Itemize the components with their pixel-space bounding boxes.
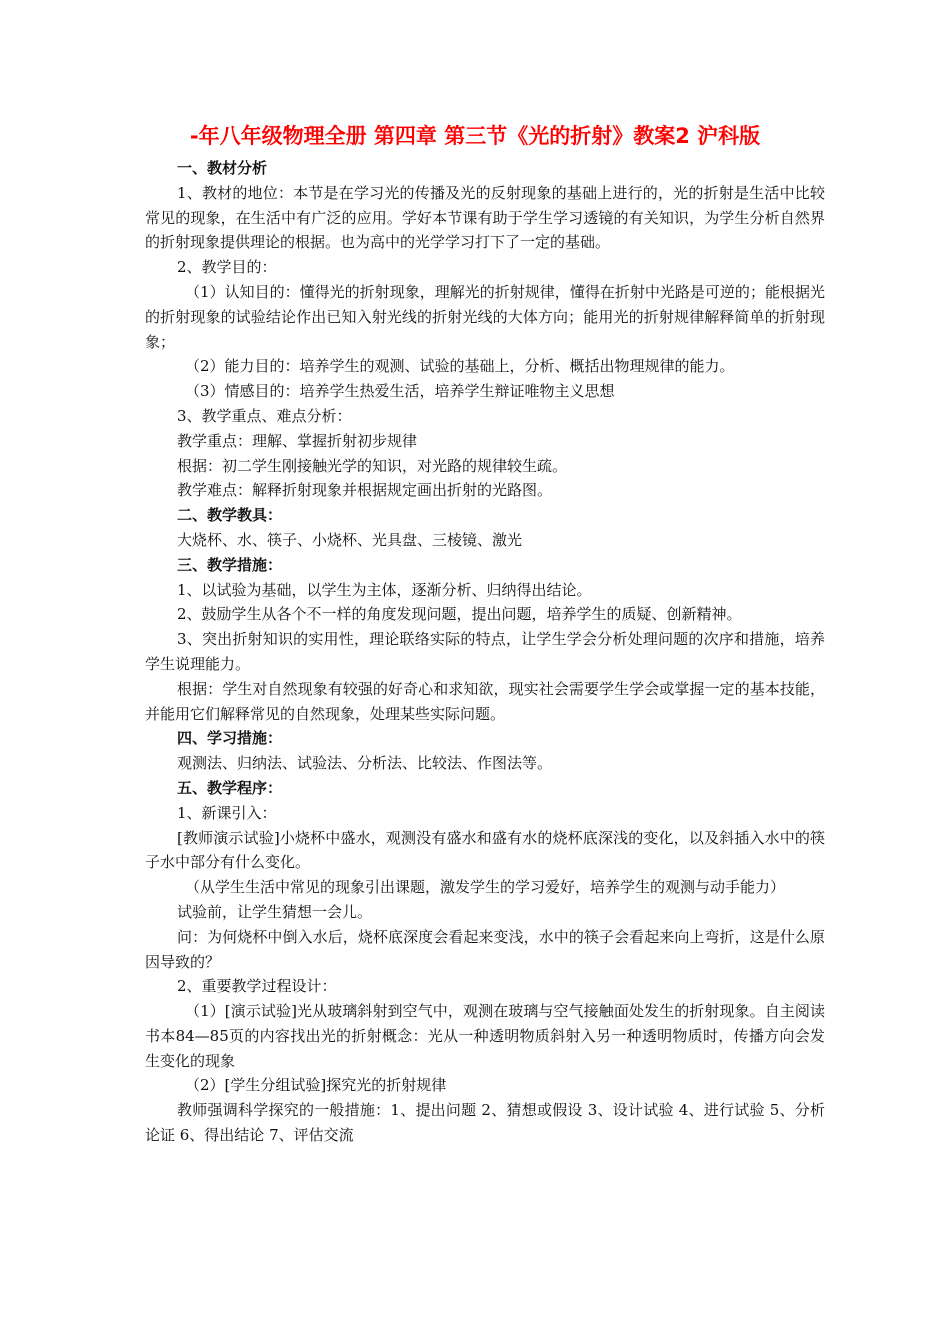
section-heading-teaching-tools: 二、教学教具： — [177, 506, 283, 525]
paragraph-difficult-point: 教学难点：解释折射现象并根据规定画出折射的光路图。 — [177, 481, 553, 500]
paragraph-measure-3: 3、突出折射知识的实用性，理论联络实际的特点，让学生学会分析处理问题的次序和措施，培养学生说理能力。 — [145, 630, 825, 673]
paragraph-measures-basis: 根据：学生对自然现象有较强的好奇心和求知欲，现实社会需要学生学会或掌握一定的基本技能，并能用它们解释常见的自然现象，处理某些实际问题。 — [145, 679, 825, 723]
paragraph-teacher-demo: [教师演示试验]小烧杯中盛水，观测没有盛水和盛有水的烧杯底深浅的变化，以及斜插入水中的筷子水中部分有什么变化。 — [145, 828, 825, 872]
paragraph-measure-2: 2、鼓励学生从各个不一样的角度发现问题，提出问题，培养学生的质疑、创新精神。 — [177, 605, 742, 624]
paragraph-emotion-goal: （3）情感目的：培养学生热爱生活，培养学生辩证唯物主义思想 — [185, 382, 615, 401]
paragraph-demo-purpose: （从学生生活中常见的现象引出课题，激发学生的学习爱好，培养学生的观测与动手能力） — [185, 878, 786, 897]
paragraph-group-experiment: （2）[学生分组试验]探究光的折射规律 — [185, 1076, 447, 1095]
paragraph-new-lesson-intro: 1、新课引入： — [177, 803, 277, 822]
paragraph-key-basis: 根据：初二学生刚接触光学的知识，对光路的规律较生疏。 — [177, 456, 568, 475]
paragraph-main-process: 2、重要教学过程设计： — [177, 977, 337, 996]
paragraph-ability-goal: （2）能力目的：培养学生的观测、试验的基础上，分析、概括出物理规律的能力。 — [185, 357, 735, 376]
paragraph-learning-methods: 观测法、归纳法、试验法、分析法、比较法、作图法等。 — [177, 754, 553, 773]
paragraph-textbook-position: 1、教材的地位：本节是在学习光的传播及光的反射现象的基础上进行的，光的折射是生活中比较常见的现象，在生活中有广泛的应用。学好本节课有助于学生学习透镜的有关知识，为学生分析自然界的折射现象提供理论的根据。也为高中的光学学习打下了一定的基础。 — [145, 183, 825, 252]
section-heading-teaching-procedure: 五、教学程序： — [177, 778, 283, 797]
section-heading-textbook-analysis: 一、教材分析 — [177, 159, 268, 177]
paragraph-question: 问：为何烧杯中倒入水后，烧杯底深度会看起来变浅，水中的筷子会看起来向上弯折，这是什么原因导致的？ — [145, 927, 825, 971]
paragraph-demo-refraction: （1）[演示试验]光从玻璃斜射到空气中，观测在玻璃与空气接触面处发生的折射现象。自主阅读书本84—85页的内容找出光的折射概念：光从一种透明物质斜射入另一种透明物质时，传播方向会发生变化的现象 — [145, 1002, 825, 1070]
paragraph-cognitive-goal: （1）认知目的：懂得光的折射现象，理解光的折射规律，懂得在折射中光路是可逆的；能根据光的折射现象的试验结论作出已知入射光线的折射光线的大体方向；能用光的折射规律解释简单的折射现象； — [145, 282, 825, 351]
paragraph-key-point: 教学重点：理解、掌握折射初步规律 — [177, 431, 418, 450]
paragraph-inquiry-steps: 教师强调科学探究的一般措施：1、提出问题 2、猜想或假设 3、设计试验 4、进行试验 5、分析论证 6、得出结论 7、评估交流 — [145, 1101, 825, 1145]
document-body — [145, 156, 825, 1148]
section-heading-learning-measures: 四、学习措施： — [177, 729, 283, 748]
section-heading-teaching-measures: 三、教学措施： — [177, 555, 283, 574]
paragraph-teaching-goals: 2、教学目的： — [177, 258, 277, 277]
paragraph-teaching-tools: 大烧杯、水、筷子、小烧杯、光具盘、三棱镜、激光 — [177, 530, 523, 549]
paragraph-guess: 试验前，让学生猜想一会儿。 — [177, 902, 373, 921]
paragraph-key-difficult-points: 3、教学重点、难点分析： — [177, 406, 352, 425]
paragraph-measure-1: 1、以试验为基础，以学生为主体，逐渐分析、归纳得出结论。 — [177, 580, 592, 599]
document-title: -年八年级物理全册 第四章 第三节《光的折射》教案2 沪科版 — [189, 124, 761, 148]
